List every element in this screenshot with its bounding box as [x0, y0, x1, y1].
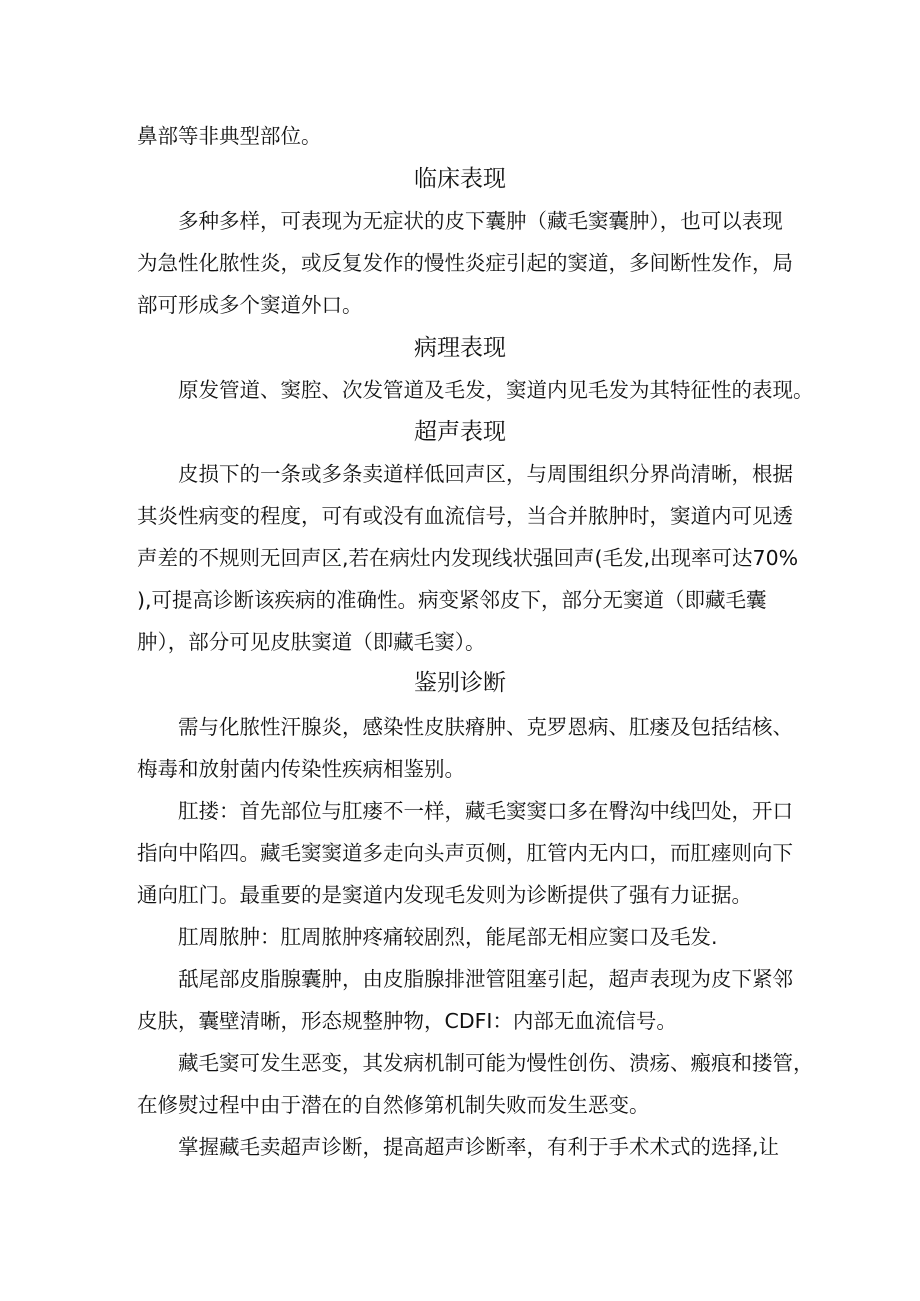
text-line: 通向肛门。最重要的是窦道内发现毛发则为诊断提供了强有力证据。: [137, 883, 752, 907]
text-line: 原发管道、窦腔、次发管道及毛发，窦道内见毛发为其特征性的表现。: [178, 378, 814, 402]
section-heading-ultrasound: 超声表现: [414, 419, 506, 445]
text-line: 皮肤，囊壁清晰，形态规整肿物，CDFI：内部无血流信号。: [137, 1009, 677, 1033]
text-line: 肛搂：首先部位与肛瘘不一样，藏毛窦窦口多在臀沟中线凹处，开口: [178, 799, 793, 823]
section-heading-differential: 鉴别诊断: [414, 670, 506, 696]
text-line: 掌握藏毛卖超声诊断，提高超声诊断率，有利于手术术式的选择,让: [178, 1135, 780, 1159]
section-heading-pathology: 病理表现: [414, 335, 506, 361]
text-line: 部可形成多个窦道外口。: [137, 293, 363, 317]
text-line: 皮损下的一条或多条卖道样低回声区，与周围组织分界尚清晰，根据: [178, 462, 793, 486]
text-line: 肿），部分可见皮肤窦道（即藏毛窦）。: [137, 630, 486, 654]
text-line: 声差的不规则无回声区,若在病灶内发现线状强回声(毛发,出现率可达70%: [137, 546, 799, 570]
text-line: 舐尾部皮脂腺囊肿，由皮脂腺排泄管阻塞引起，超声表现为皮下紧邻: [178, 967, 793, 991]
text-line: 需与化脓性汗腺炎，感染性皮肤瘠肿、克罗恩病、肛瘘及包括结核、: [178, 715, 793, 739]
text-line: 多种多样，可表现为无症状的皮下囊肿（藏毛窦囊肿），也可以表现: [178, 209, 783, 233]
text-line: 其炎性病变的程度，可有或没有血流信号，当合并脓肿时，窦道内可见透: [137, 504, 793, 528]
text-line: 为急性化脓性炎，或反复发作的慢性炎症引起的窦道，多间断性发作，局: [137, 251, 793, 275]
text-line: 指向中陷四。藏毛窦窦道多走向头声页侧，肛管内无内口，而肛瘗则向下: [137, 841, 793, 865]
text-line: 藏毛窦可发生恶变，其发病机制可能为慢性创伤、溃疡、瘢痕和搂管，: [178, 1051, 814, 1075]
text-line: 肛周脓肿：肛周脓肿疼痛较剧烈，能尾部无相应窦口及毛发.: [178, 925, 718, 949]
text-line: 鼻部等非典型部位。: [137, 124, 322, 148]
text-line: ),可提高诊断该疾病的准确性。病变紧邻皮下，部分无窦道（即藏毛囊: [137, 588, 767, 612]
section-heading-clinical: 临床表现: [414, 166, 506, 192]
text-line: 在修熨过程中由于潜在的自然修第机制失败而发生恶变。: [137, 1093, 650, 1117]
text-line: 梅毒和放射菌内传染性疾病相鉴别。: [137, 757, 465, 781]
